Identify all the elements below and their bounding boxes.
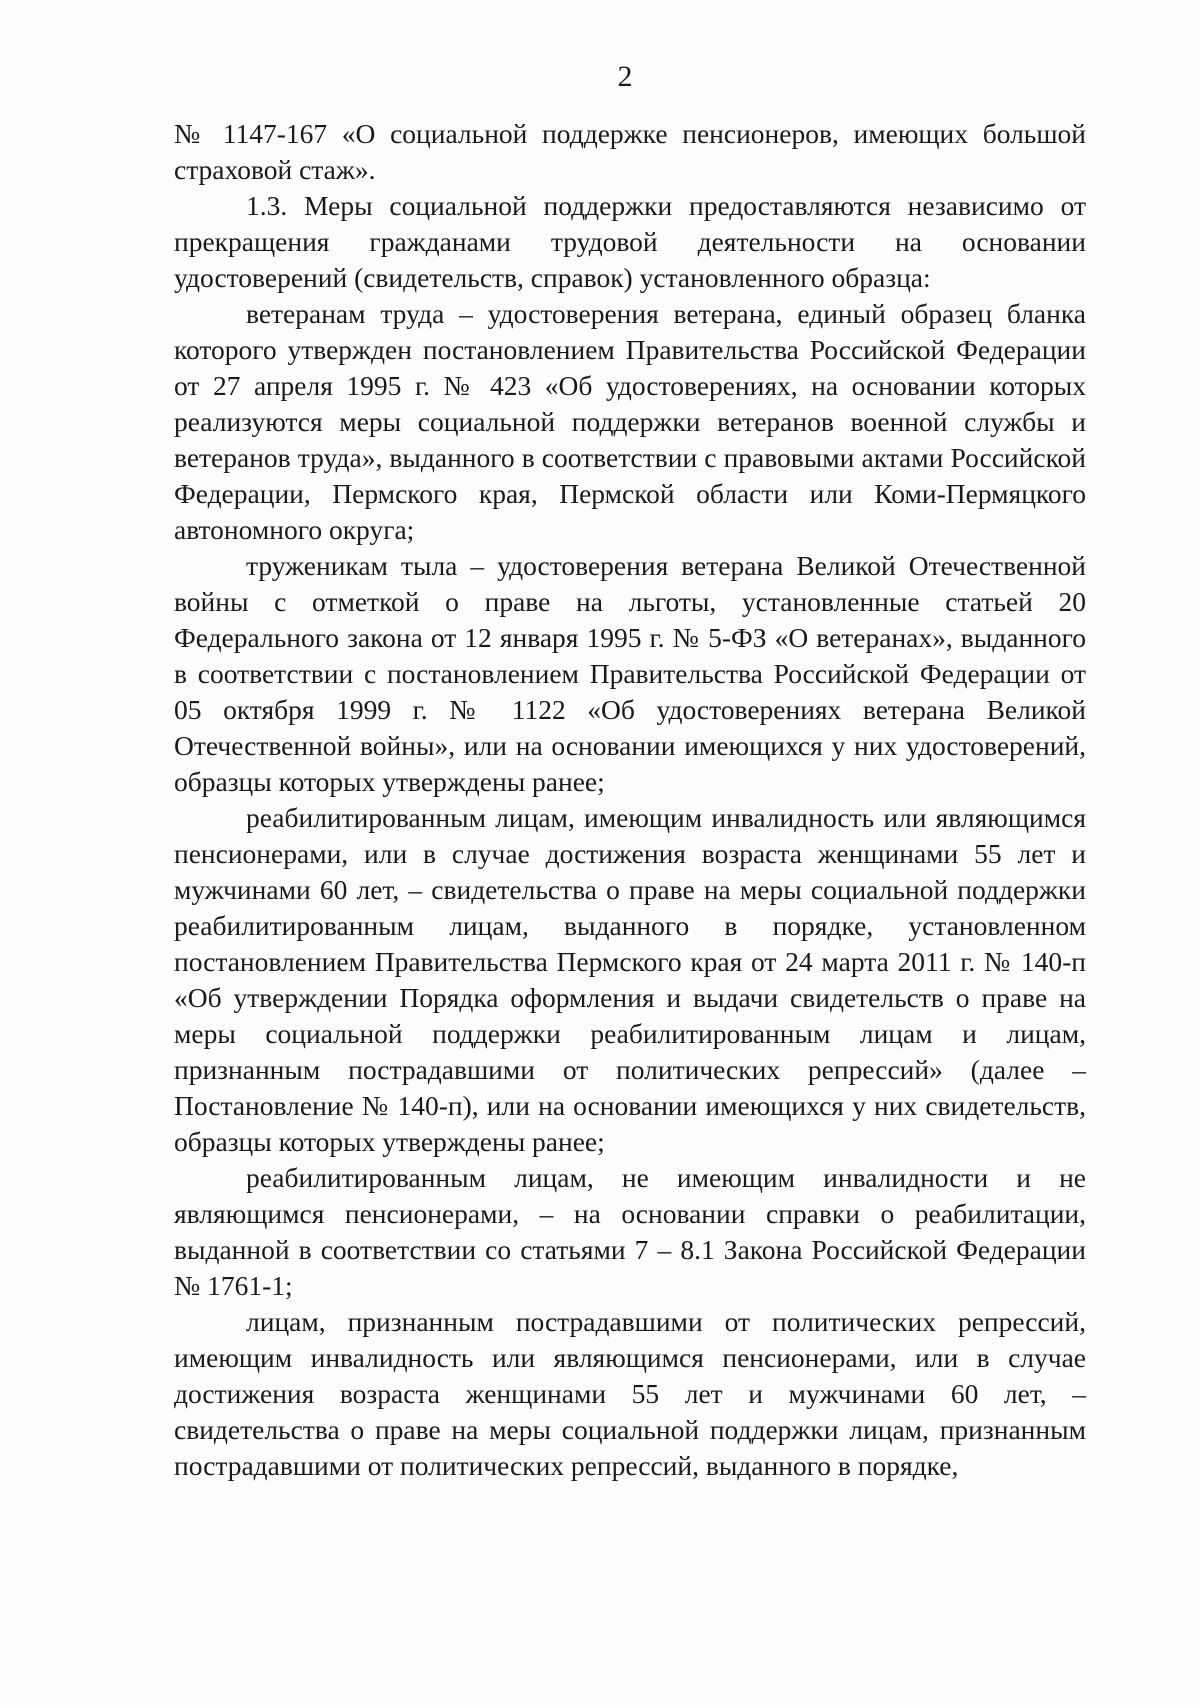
paragraph-1: № 1147-167 «О социальной поддержке пенсионеров, имеющих большой страховой стаж». bbox=[174, 118, 1086, 185]
page-number: 2 bbox=[617, 60, 633, 93]
paragraph-4: труженикам тыла – удостоверения ветерана Великой Отечественной войны с отметкой о праве на льготы, установленные статьей 20 Федерального закона от 12 января 1995 г. № 5-ФЗ «О ветеранах», выданного в соответствии с постановлением Правительства Российской Федерации от 05 октября 1999 г. № 1122 «Об удостоверениях ветерана Великой Отечественной войны», или на основании имеющихся у них удостоверений, образцы которых утверждены ранее; bbox=[174, 550, 1086, 797]
paragraph-6: реабилитированным лицам, не имеющим инвалидности и не являющимся пенсионерами, – на основании справки о реабилитации, выданной в соответствии со статьями 7 – 8.1 Закона Российской Федерации № 1761-1; bbox=[174, 1162, 1086, 1301]
document-body bbox=[174, 116, 1086, 1484]
paragraph-2: 1.3. Меры социальной поддержки предоставляются независимо от прекращения гражданами трудовой деятельности на основании удостоверений (свидетельств, справок) установленного образца: bbox=[174, 190, 1086, 293]
paragraph-7: лицам, признанным пострадавшими от политических репрессий, имеющим инвалидность или являющимся пенсионерами, или в случае достижения возраста женщинами 55 лет и мужчинами 60 лет, – свидетельства о праве на меры социальной поддержки лицам, признанным пострадавшими от политических репрессий, выданного в порядке, bbox=[174, 1306, 1086, 1481]
paragraph-5: реабилитированным лицам, имеющим инвалидность или являющимся пенсионерами, или в случае достижения возраста женщинами 55 лет и мужчинами 60 лет, – свидетельства о праве на меры социальной поддержки реабилитированным лицам, выданного в порядке, установленном постановлением Правительства Пермского края от 24 марта 2011 г. № 140-п «Об утверждении Порядка оформления и выдачи свидетельств о праве на меры социальной поддержки реабилитированным лицам и лицам, признанным пострадавшими от политических репрессий» (далее – Постановление № 140-п), или на основании имеющихся у них свидетельств, образцы которых утверждены ранее; bbox=[174, 802, 1086, 1157]
paragraph-3: ветеранам труда – удостоверения ветерана, единый образец бланка которого утвержден постановлением Правительства Российской Федерации от 27 апреля 1995 г. № 423 «Об удостоверениях, на основании которых реализуются меры социальной поддержки ветеранов военной службы и ветеранов труда», выданного в соответствии с правовыми актами Российской Федерации, Пермского края, Пермской области или Коми-Пермяцкого автономного округа; bbox=[174, 298, 1086, 545]
